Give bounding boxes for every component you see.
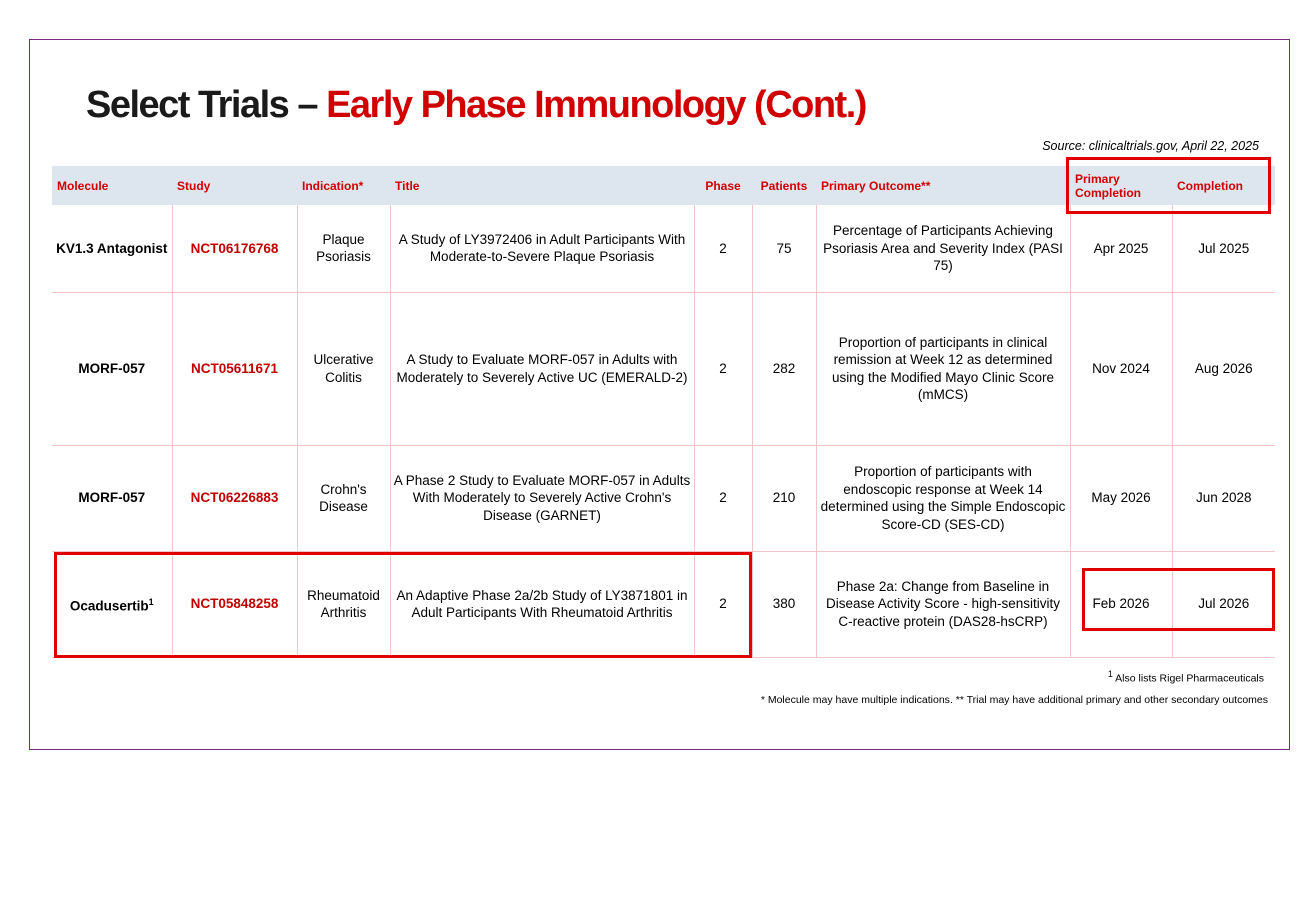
cell-title: A Phase 2 Study to Evaluate MORF-057 in Adults With Moderately to Severely Active Crohn's Disease (GARNET) [390, 445, 694, 551]
footnote-2: * Molecule may have multiple indications. ** Trial may have additional primary and other secondary outcomes [760, 694, 1268, 706]
header-primary-completion-line1: Primary [1075, 171, 1120, 186]
page-title [86, 84, 866, 127]
cell-study-link[interactable]: NCT06176768 [172, 205, 297, 292]
cell-phase: 2 [694, 445, 752, 551]
cell-patients: 282 [752, 292, 816, 445]
cell-title: An Adaptive Phase 2a/2b Study of LY3871801 in Adult Participants With Rheumatoid Arthritis [390, 551, 694, 657]
footnote-1 [1108, 669, 1264, 685]
header-phase: Phase [694, 166, 752, 205]
header-patients: Patients [752, 166, 816, 205]
cell-title: A Study to Evaluate MORF-057 in Adults with Moderately to Severely Active UC (EMERALD-2) [390, 292, 694, 445]
title-highlight: Early Phase Immunology (Cont.) [326, 84, 866, 126]
cell-primary-completion: Apr 2025 [1070, 205, 1172, 292]
footnote-1-text: Also lists Rigel Pharmaceuticals [1112, 672, 1264, 685]
cell-primary-outcome: Phase 2a: Change from Baseline in Disease Activity Score - high-sensitivity C-reactive protein (DAS28-hsCRP) [816, 551, 1070, 657]
cell-study-link[interactable]: NCT05848258 [172, 551, 297, 657]
highlight-box-completion-header [1066, 157, 1271, 214]
title-main: Select Trials – [86, 84, 327, 126]
cell-primary-completion: May 2026 [1070, 445, 1172, 551]
cell-molecule-name: Ocadusertib [69, 598, 149, 613]
header-primary-completion-line2: Completion [1075, 185, 1141, 200]
cell-phase: 2 [694, 205, 752, 292]
cell-primary-completion: Feb 2026 [1070, 551, 1172, 657]
cell-patients: 75 [752, 205, 816, 292]
cell-phase: 2 [694, 551, 752, 657]
highlight-box-ocadusertib-dates [1082, 568, 1275, 631]
cell-study-link[interactable]: NCT05611671 [172, 292, 297, 445]
cell-completion: Aug 2026 [1172, 292, 1275, 445]
table-row [52, 445, 1275, 551]
cell-patients: 380 [752, 551, 816, 657]
cell-indication: Rheumatoid Arthritis [297, 551, 390, 657]
cell-primary-completion: Nov 2024 [1070, 292, 1172, 445]
header-completion: Completion [1172, 166, 1275, 205]
cell-completion: Jul 2025 [1172, 205, 1275, 292]
cell-molecule: MORF-057 [52, 292, 172, 445]
cell-primary-outcome: Proportion of participants with endoscopic response at Week 14 determined using the Simple Endoscopic Score-CD (SES-CD) [816, 445, 1070, 551]
cell-phase: 2 [694, 292, 752, 445]
cell-primary-outcome: Percentage of Participants Achieving Psoriasis Area and Severity Index (PASI 75) [816, 205, 1070, 292]
header-study: Study [172, 166, 297, 205]
cell-completion: Jun 2028 [1172, 445, 1275, 551]
header-molecule: Molecule [52, 166, 172, 205]
cell-study-link[interactable]: NCT06226883 [172, 445, 297, 551]
header-indication: Indication* [297, 166, 390, 205]
cell-indication: Plaque Psoriasis [297, 205, 390, 292]
footnote-1-marker: 1 [1107, 669, 1113, 679]
header-primary-outcome: Primary Outcome** [816, 166, 1070, 205]
cell-completion: Jul 2026 [1172, 551, 1275, 657]
cell-molecule: MORF-057 [52, 445, 172, 551]
header-title: Title [390, 166, 694, 205]
cell-indication: Crohn's Disease [297, 445, 390, 551]
source-note: Source: clinicaltrials.gov, April 22, 2025 [1042, 139, 1259, 153]
table-row [52, 205, 1275, 292]
table-row [52, 292, 1275, 445]
highlight-box-ocadusertib-row [54, 552, 752, 658]
footnote-marker: 1 [148, 596, 154, 607]
cell-title: A Study of LY3972406 in Adult Participants With Moderate-to-Severe Plaque Psoriasis [390, 205, 694, 292]
cell-patients: 210 [752, 445, 816, 551]
cell-molecule: KV1.3 Antagonist [52, 205, 172, 292]
cell-primary-outcome: Proportion of participants in clinical remission at Week 12 as determined using the Modified Mayo Clinic Score (mMCS) [816, 292, 1070, 445]
cell-indication: Ulcerative Colitis [297, 292, 390, 445]
